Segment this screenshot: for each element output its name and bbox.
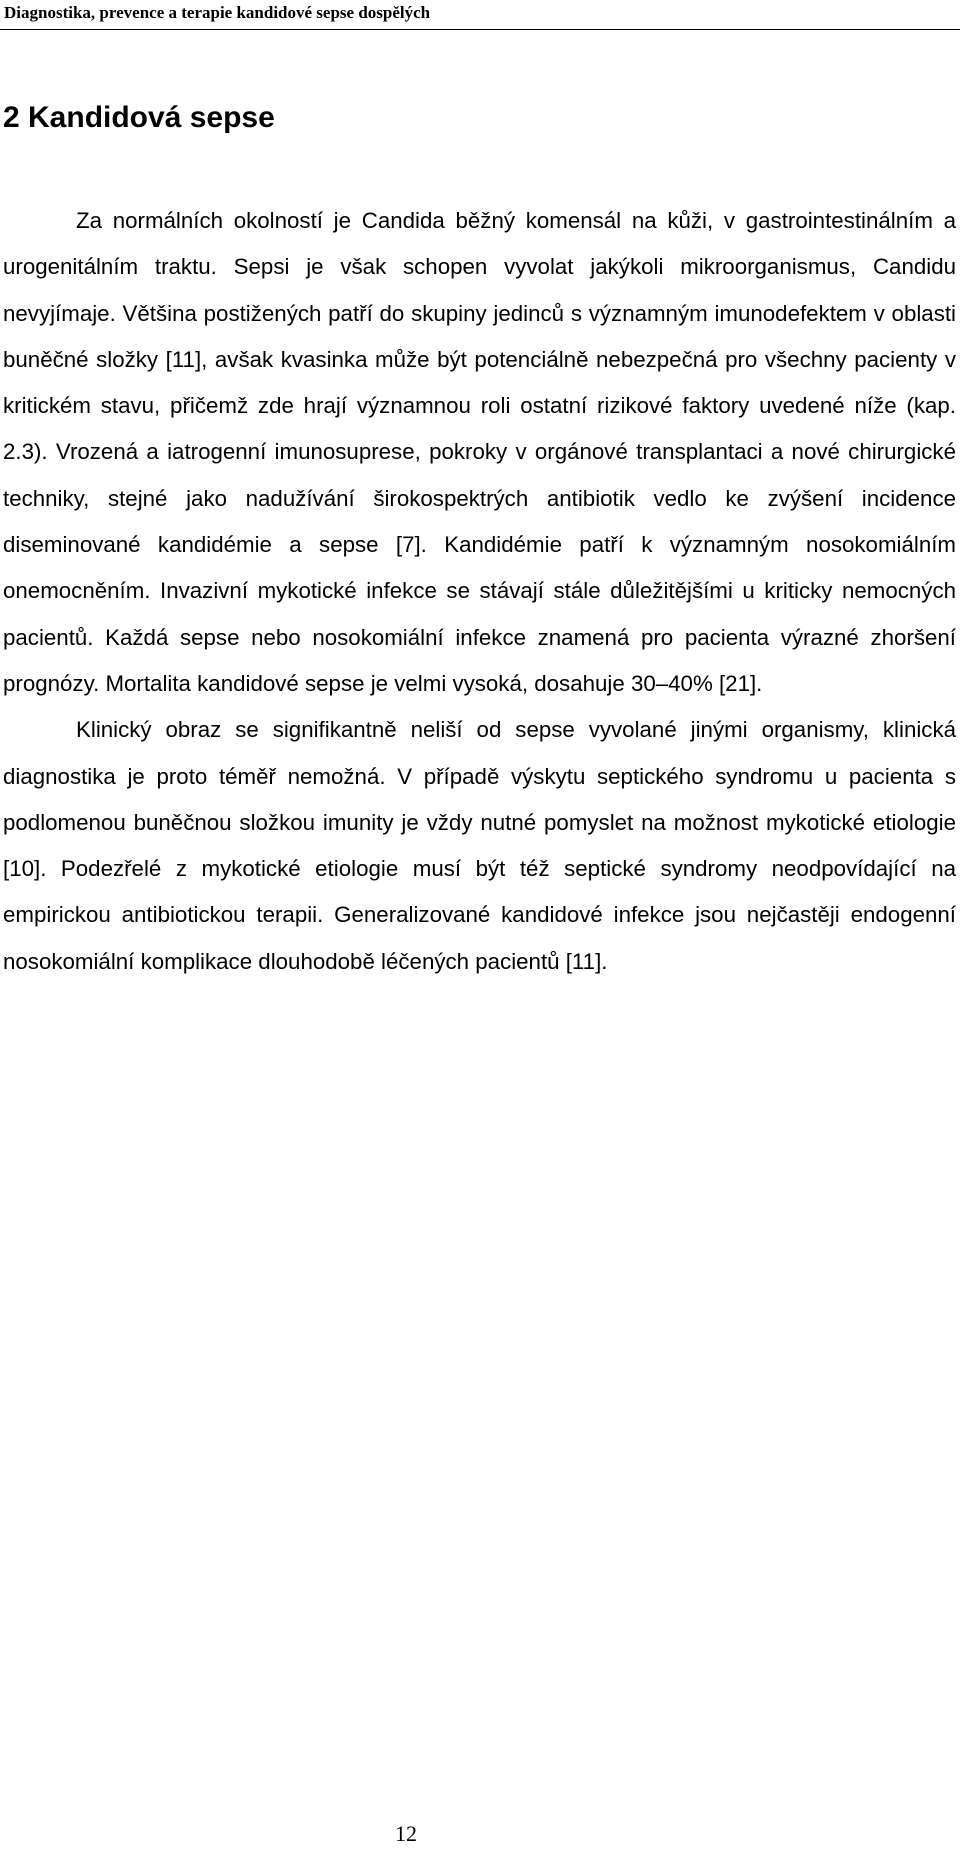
- paragraph-2: Klinický obraz se signifikantně neliší od sepse vyvolané jinými organismy, klinická diagnostika je proto téměř nemožná. V případě výskytu septického syndromu u pacienta s podlomenou buněčnou složkou imunity je vždy nutné pomyslet na možnost mykotické etiologie [10]. Podezřelé z mykotické etiologie musí být též septické syndromy neodpovídající na empirickou antibiotickou terapii. Generalizované kandidové infekce jsou nejčastěji endogenní nosokomiální komplikace dlouhodobě léčených pacientů [11].: [3, 717, 956, 974]
- paragraph-1: Za normálních okolností je Candida běžný komensál na kůži, v gastrointestinálním a urogenitálním traktu. Sepsi je však schopen vyvolat jakýkoli mikroorganismus, Candidu nevyjímaje. Většina postižených patří do skupiny jedinců s významným imunodefektem v oblasti buněčné složky [11], avšak kvasinka může být potenciálně nebezpečná pro všechny pacienty v kritickém stavu, přičemž zde hrají významnou roli ostatní rizikové faktory uvedené níže (kap. 2.3). Vrozená a iatrogenní imunosuprese, pokroky v orgánové transplantaci a nové chirurgické techniky, stejné jako nadužívání širokospektrých antibiotik vedlo ke zvýšení incidence diseminované kandidémie a sepse [7]. Kandidémie patří k významným nosokomiálním onemocněním. Invazivní mykotické infekce se stávají stále důležitějšími u kriticky nemocných pacientů. Každá sepse nebo nosokomiální infekce znamená pro pacienta výrazné zhoršení prognózy. Mortalita kandidové sepse je velmi vysoká, dosahuje 30–40% [21].: [3, 208, 956, 696]
- header-divider: [0, 29, 960, 30]
- body-text: [3, 198, 956, 985]
- section-heading: 2 Kandidová sepse: [3, 101, 275, 134]
- page-number: 12: [395, 1821, 417, 1846]
- running-header: Diagnostika, prevence a terapie kandidové sepse dospělých: [4, 3, 431, 22]
